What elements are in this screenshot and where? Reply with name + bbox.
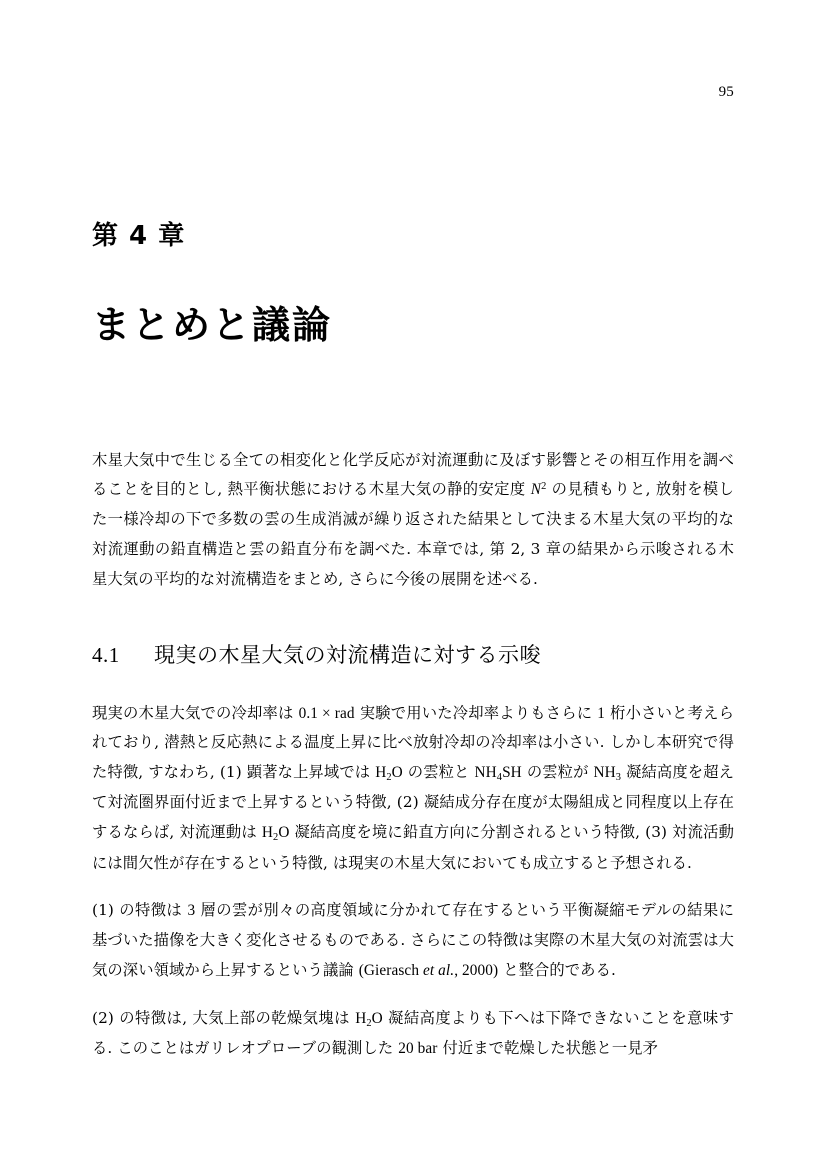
chapter-title: まとめと議論: [92, 303, 333, 347]
section-heading: [92, 639, 734, 669]
section-title: 現実の木星大気の対流構造に対する示唆: [154, 642, 541, 667]
page-number: 95: [718, 84, 734, 100]
section-paragraph-2: (1) の特徴は 3 層の雲が別々の高度領域に分かれて存在するという平衡凝縮モデルの結果に基づいた描像を大きく変化させるものである. さらにこの特徴は実際の木星大気の対流雲は大気の深い領域から上昇するという議論 (Gierasch et al., 2000) と整合的である.: [92, 901, 734, 979]
page-content: [92, 215, 734, 1064]
section-paragraph-1: 現実の木星大気での冷却率は 0.1 × rad 実験で用いた冷却率よりもさらに 1 桁小さいと考えられており, 潜熱と反応熱による温度上昇に比べ放射冷却の冷却率は小さい. しかし本研究で得た特徴, すなわち, (1) 顕著な上昇域では $H_2O$ の雲粒と $NH_4SH$ の雲粒が $NH_3$ 凝結高度を超えて対流圏界面付近まで上昇するという特徴, (2) 凝結成分存在度が太陽組成と同程度以上存在するならば, 対流運動は $H_2O$ 凝結高度を境に鉛直方向に分割されるという特徴, (3) 対流活動には間欠性が存在するという特徴, は現実の木星大気においても成立すると予想される.: [92, 703, 735, 872]
section-number: 4.1: [92, 642, 120, 667]
citation-gierasch: (Gierasch et al., 2000): [358, 961, 499, 979]
section-paragraph-3: (2) の特徴は, 大気上部の乾燥気塊は $H_2O$ 凝結高度よりも下へは下降できないことを意味する. このことはガリレオプローブの観測した 20 bar 付近まで乾燥した状態と一見矛: [92, 1008, 735, 1057]
intro-paragraph: 木星大気中で生じる全ての相変化と化学反応が対流運動に及ぼす影響とその相互作用を調べることを目的とし, 熱平衡状態における木星大気の静的安定度 $N^2$ の見積もりと, 放射を模した一様冷却の下で多数の雲の生成消滅が繰り返された結果として決まる木星大気の平均的な対流運動の鉛直構造と雲の鉛直分布を調べた. 本章では, 第 2, 3 章の結果から示唆される木星大気の平均的な対流構造をまとめ, さらに今後の展開を述べる.: [92, 450, 734, 588]
chapter-label: 第 4 章: [92, 221, 186, 251]
math-n-squared: N: [530, 481, 542, 499]
